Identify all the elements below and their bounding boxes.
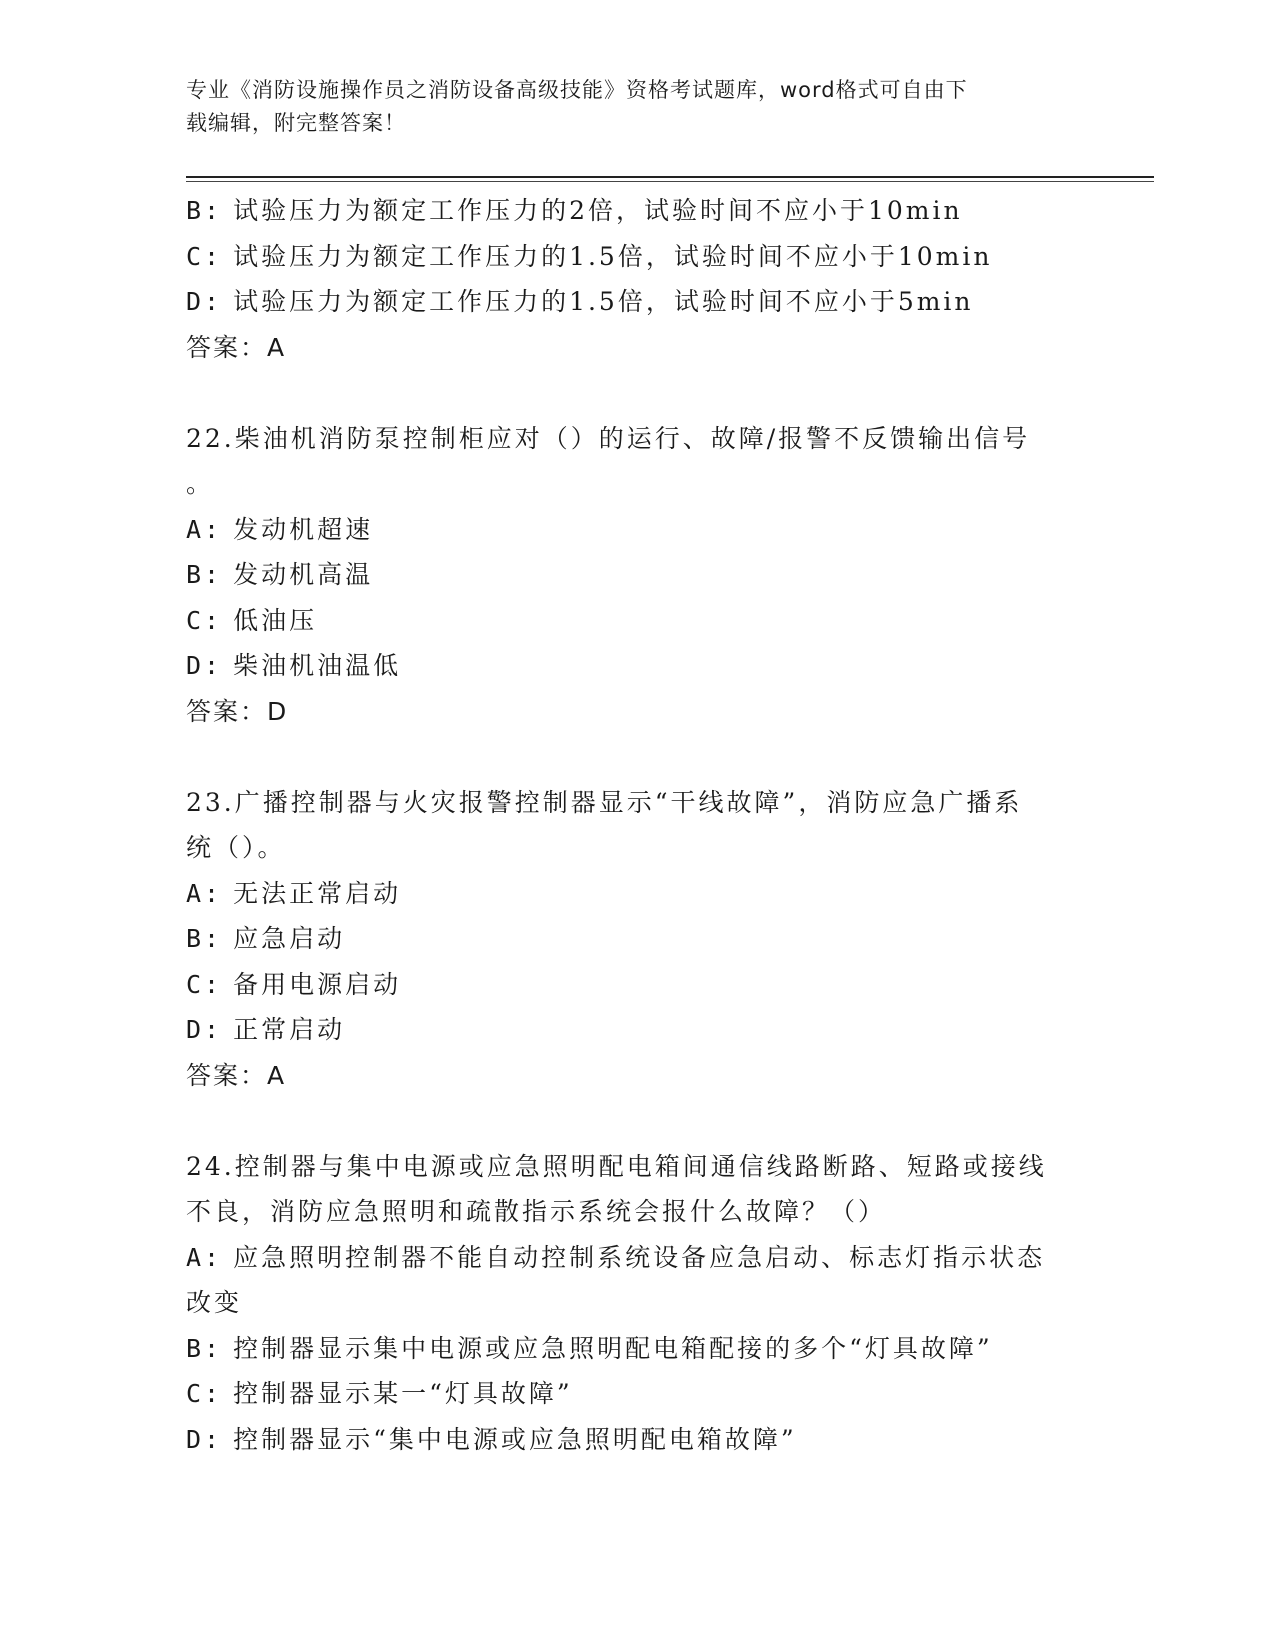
question-stem-line-1: 22.柴油机消防泵控制柜应对（）的运行、故障/报警不反馈输出信号	[186, 423, 1031, 453]
question-stem-line-2: 。	[186, 469, 215, 498]
option-d	[186, 1007, 1086, 1053]
option-text: 控制器显示某一“灯具故障”	[233, 1379, 573, 1408]
option-c	[186, 1371, 1086, 1417]
option-letter: B:	[186, 1333, 223, 1363]
question-21-tail	[186, 188, 1086, 370]
option-letter: C:	[186, 241, 223, 271]
question-content	[186, 188, 1086, 1462]
option-letter: B:	[186, 924, 223, 953]
option-b	[186, 552, 1086, 598]
option-letter: B:	[186, 560, 223, 589]
option-text: 发动机高温	[233, 560, 374, 589]
option-text: 应急照明控制器不能自动控制系统设备应急启动、标志灯指示状态	[233, 1242, 1046, 1272]
question-stem-line-1: 24.控制器与集中电源或应急照明配电箱间通信线路断路、短路或接线	[186, 1151, 1047, 1181]
option-text: 发动机超速	[233, 514, 374, 544]
option-d	[186, 643, 1086, 689]
header-line-1: 专业《消防设施操作员之消防设备高级技能》资格考试题库，word格式可自由下	[186, 78, 968, 102]
option-b	[186, 916, 1086, 962]
question-stem-line-1: 23.广播控制器与火灾报警控制器显示“干线故障”，消防应急广播系	[186, 787, 1023, 817]
option-letter: C:	[186, 969, 223, 999]
option-text: 控制器显示集中电源或应急照明配电箱配接的多个“灯具故障”	[233, 1333, 993, 1363]
option-text: 无法正常启动	[233, 878, 402, 908]
spacer	[186, 1098, 1086, 1144]
question-23	[186, 780, 1086, 1099]
header-line-2: 载编辑，附完整答案！	[186, 111, 406, 135]
option-text: 控制器显示“集中电源或应急照明配电箱故障”	[233, 1424, 797, 1454]
option-letter: D:	[186, 1424, 223, 1454]
option-letter: C:	[186, 605, 223, 635]
option-a	[186, 507, 1086, 553]
option-d	[186, 279, 1086, 325]
option-letter: A:	[186, 514, 223, 544]
answer-line: 答案：A	[186, 332, 287, 362]
question-stem-line-2: 统（）。	[186, 833, 286, 862]
option-letter: D:	[186, 651, 223, 680]
option-c	[186, 962, 1086, 1008]
answer-line: 答案：D	[186, 696, 289, 726]
option-a-continuation: 改变	[186, 1288, 243, 1317]
header-divider-thick	[186, 176, 1154, 178]
question-22	[186, 416, 1086, 735]
option-text: 试验压力为额定工作压力的2倍，试验时间不应小于10min	[233, 196, 963, 225]
option-a	[186, 1235, 1086, 1281]
option-letter: B:	[186, 196, 223, 225]
option-d	[186, 1417, 1086, 1463]
document-header	[186, 74, 1066, 140]
option-text: 应急启动	[233, 924, 346, 953]
option-text: 柴油机油温低	[233, 651, 402, 680]
question-24	[186, 1144, 1086, 1463]
option-letter: C:	[186, 1379, 223, 1408]
header-divider-thin	[186, 181, 1154, 182]
question-stem-line-2: 不良，消防应急照明和疏散指示系统会报什么故障？（）	[186, 1197, 887, 1226]
spacer	[186, 370, 1086, 416]
option-b	[186, 188, 1086, 234]
option-c	[186, 234, 1086, 280]
option-text: 试验压力为额定工作压力的1.5倍，试验时间不应小于10min	[233, 241, 993, 271]
option-letter: A:	[186, 1242, 223, 1272]
option-letter: D:	[186, 1015, 223, 1044]
option-c	[186, 598, 1086, 644]
option-text: 试验压力为额定工作压力的1.5倍，试验时间不应小于5min	[233, 287, 974, 316]
spacer	[186, 734, 1086, 780]
answer-line: 答案：A	[186, 1060, 287, 1090]
option-letter: A:	[186, 878, 223, 908]
option-a	[186, 871, 1086, 917]
option-text: 备用电源启动	[233, 969, 402, 999]
option-text: 正常启动	[233, 1015, 346, 1044]
option-text: 低油压	[233, 605, 318, 635]
option-letter: D:	[186, 287, 223, 316]
option-b	[186, 1326, 1086, 1372]
